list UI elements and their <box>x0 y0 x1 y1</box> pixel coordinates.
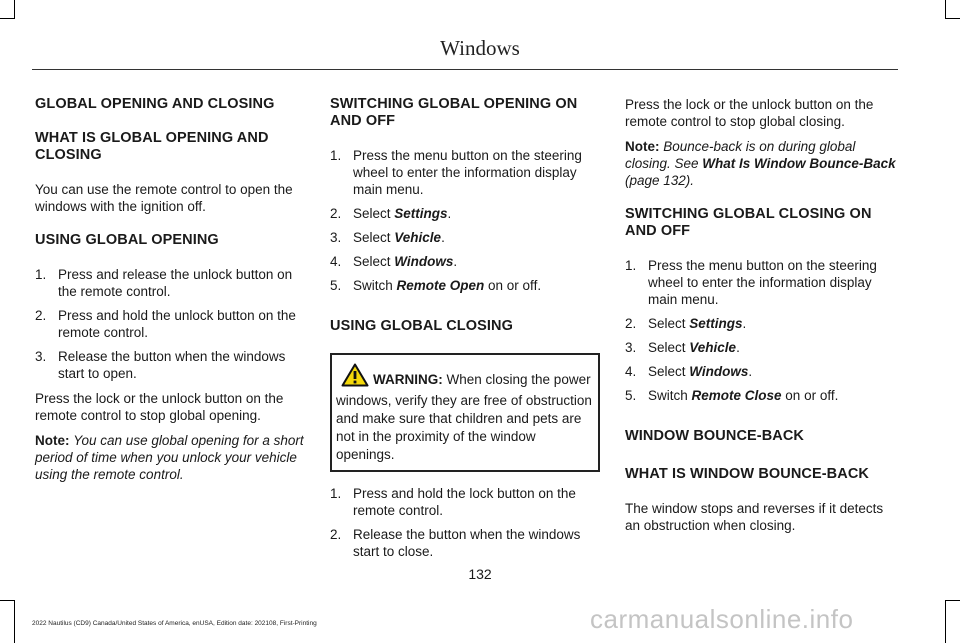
crop-mark <box>945 600 946 643</box>
list-item <box>330 229 600 246</box>
step-text: Release the button when the windows start to open. <box>58 349 286 381</box>
step-number: 2. <box>330 527 342 542</box>
step-text: Press and release the unlock button on the remote control. <box>58 267 293 299</box>
heading-what-is-bounce-back: WHAT IS WINDOW BOUNCE-BACK <box>625 466 869 482</box>
steps-switch-closing <box>625 257 897 404</box>
heading-global-opening-closing: GLOBAL OPENING AND CLOSING <box>35 96 275 112</box>
step-text: Press and hold the unlock button on the remote control. <box>58 308 296 340</box>
step-text: Select <box>648 364 690 379</box>
step-number: 1. <box>35 267 47 282</box>
step-text: Switch <box>353 278 397 293</box>
paragraph-intro: You can use the remote control to open the windows with the ignition off. <box>35 182 293 214</box>
column-3 <box>625 96 897 542</box>
step-text: Press the menu button on the steering wheel to enter the information display main menu. <box>353 148 582 197</box>
heading-switching-global-opening: SWITCHING GLOBAL OPENING ON AND OFF <box>330 96 578 129</box>
heading-switching-global-closing: SWITCHING GLOBAL CLOSING ON AND OFF <box>625 206 872 239</box>
page-title: Windows <box>440 36 520 60</box>
step-number: 3. <box>330 230 342 245</box>
step-number: 3. <box>625 340 637 355</box>
heading-window-bounce-back: WINDOW BOUNCE-BACK <box>625 428 805 444</box>
list-item <box>330 485 600 519</box>
step-text: Press and hold the lock button on the remote control. <box>353 486 576 518</box>
step-number: 5. <box>330 278 342 293</box>
note-page-ref: (page 132). <box>625 173 695 188</box>
note <box>35 432 307 483</box>
page-number: 132 <box>468 566 492 582</box>
step-text-end: . <box>441 230 445 245</box>
menu-term: Settings <box>689 316 743 331</box>
step-number: 2. <box>330 206 342 221</box>
edition-footer: 2022 Nautilus (CD9) Canada/United States of America, enUSA, Edition date: 202108, First-Printing <box>32 620 317 627</box>
list-item <box>35 348 307 382</box>
crop-mark <box>945 0 946 18</box>
warning-text: When closing the power windows, verify they are free of obstruction and make sure that children and pets are not in the proximity of the window openings. <box>336 372 592 462</box>
crop-mark <box>0 600 15 601</box>
menu-term: Remote Close <box>691 388 782 403</box>
crop-mark <box>945 18 960 19</box>
list-item <box>330 147 600 198</box>
crop-mark <box>0 18 15 19</box>
menu-term: Windows <box>394 254 454 269</box>
step-text: Select <box>353 254 395 269</box>
menu-term: Windows <box>689 364 749 379</box>
menu-term: Remote Open <box>396 278 485 293</box>
menu-term: Vehicle <box>394 230 442 245</box>
column-1 <box>35 96 307 491</box>
list-item <box>35 307 307 341</box>
step-number: 2. <box>625 316 637 331</box>
warning-triangle-icon <box>341 363 369 392</box>
steps-global-opening <box>35 266 307 382</box>
cross-reference-link[interactable]: What Is Window Bounce-Back <box>702 156 896 171</box>
step-text: Press the menu button on the steering wheel to enter the information display main menu. <box>648 258 877 307</box>
step-text-end: . <box>736 340 740 355</box>
list-item <box>330 277 600 294</box>
step-text-end: on or off. <box>484 278 542 293</box>
heading-what-is-global: WHAT IS GLOBAL OPENING AND CLOSING <box>35 130 269 163</box>
step-number: 1. <box>330 148 342 163</box>
step-number: 3. <box>35 349 47 364</box>
menu-term: Settings <box>394 206 448 221</box>
watermark: carmanualsonline.info <box>590 604 854 634</box>
paragraph-stop-closing: Press the lock or the unlock button on the remote control to stop global closing. <box>625 97 874 129</box>
crop-mark <box>14 0 15 18</box>
heading-using-global-opening: USING GLOBAL OPENING <box>35 232 219 248</box>
paragraph-bounce-back: The window stops and reverses if it detects an obstruction when closing. <box>625 501 884 533</box>
crop-mark <box>14 600 15 643</box>
step-text: Select <box>353 230 395 245</box>
step-text-end: . <box>748 364 753 379</box>
step-text: Release the button when the windows start to close. <box>353 527 581 559</box>
step-text-end: . <box>447 206 452 221</box>
step-text-end: . <box>742 316 747 331</box>
list-item <box>625 387 897 404</box>
step-text-end: on or off. <box>781 388 839 403</box>
step-number: 2. <box>35 308 47 323</box>
note-text: Bounce-back is on during global closing. See <box>625 139 856 171</box>
list-item <box>330 526 600 560</box>
step-text: Switch <box>648 388 692 403</box>
menu-term: Vehicle <box>689 340 737 355</box>
step-text-end: . <box>453 254 458 269</box>
steps-global-closing <box>330 485 600 560</box>
list-item <box>625 315 897 332</box>
note-label: Note: <box>35 433 70 448</box>
note-label: Note: <box>625 139 660 154</box>
list-item <box>625 339 897 356</box>
step-number: 4. <box>330 254 342 269</box>
note-text: You can use global opening for a short period of time when you unlock your vehicle using the remote control. <box>35 433 304 482</box>
warning-box <box>330 353 600 472</box>
warning-label: WARNING: <box>373 372 443 387</box>
paragraph-stop-opening: Press the lock or the unlock button on the remote control to stop global opening. <box>35 391 284 423</box>
steps-switch-opening <box>330 147 600 294</box>
step-number: 1. <box>625 258 637 273</box>
step-text: Select <box>353 206 395 221</box>
header-rule <box>32 69 898 70</box>
list-item <box>625 257 897 308</box>
heading-using-global-closing: USING GLOBAL CLOSING <box>330 318 513 334</box>
step-number: 1. <box>330 486 342 501</box>
step-number: 4. <box>625 364 637 379</box>
step-text: Select <box>648 316 690 331</box>
list-item <box>35 266 307 300</box>
list-item <box>330 253 600 270</box>
step-text: Select <box>648 340 690 355</box>
step-number: 5. <box>625 388 637 403</box>
crop-mark <box>945 600 960 601</box>
list-item <box>625 363 897 380</box>
column-2 <box>330 96 600 568</box>
list-item <box>330 205 600 222</box>
note <box>625 138 897 189</box>
